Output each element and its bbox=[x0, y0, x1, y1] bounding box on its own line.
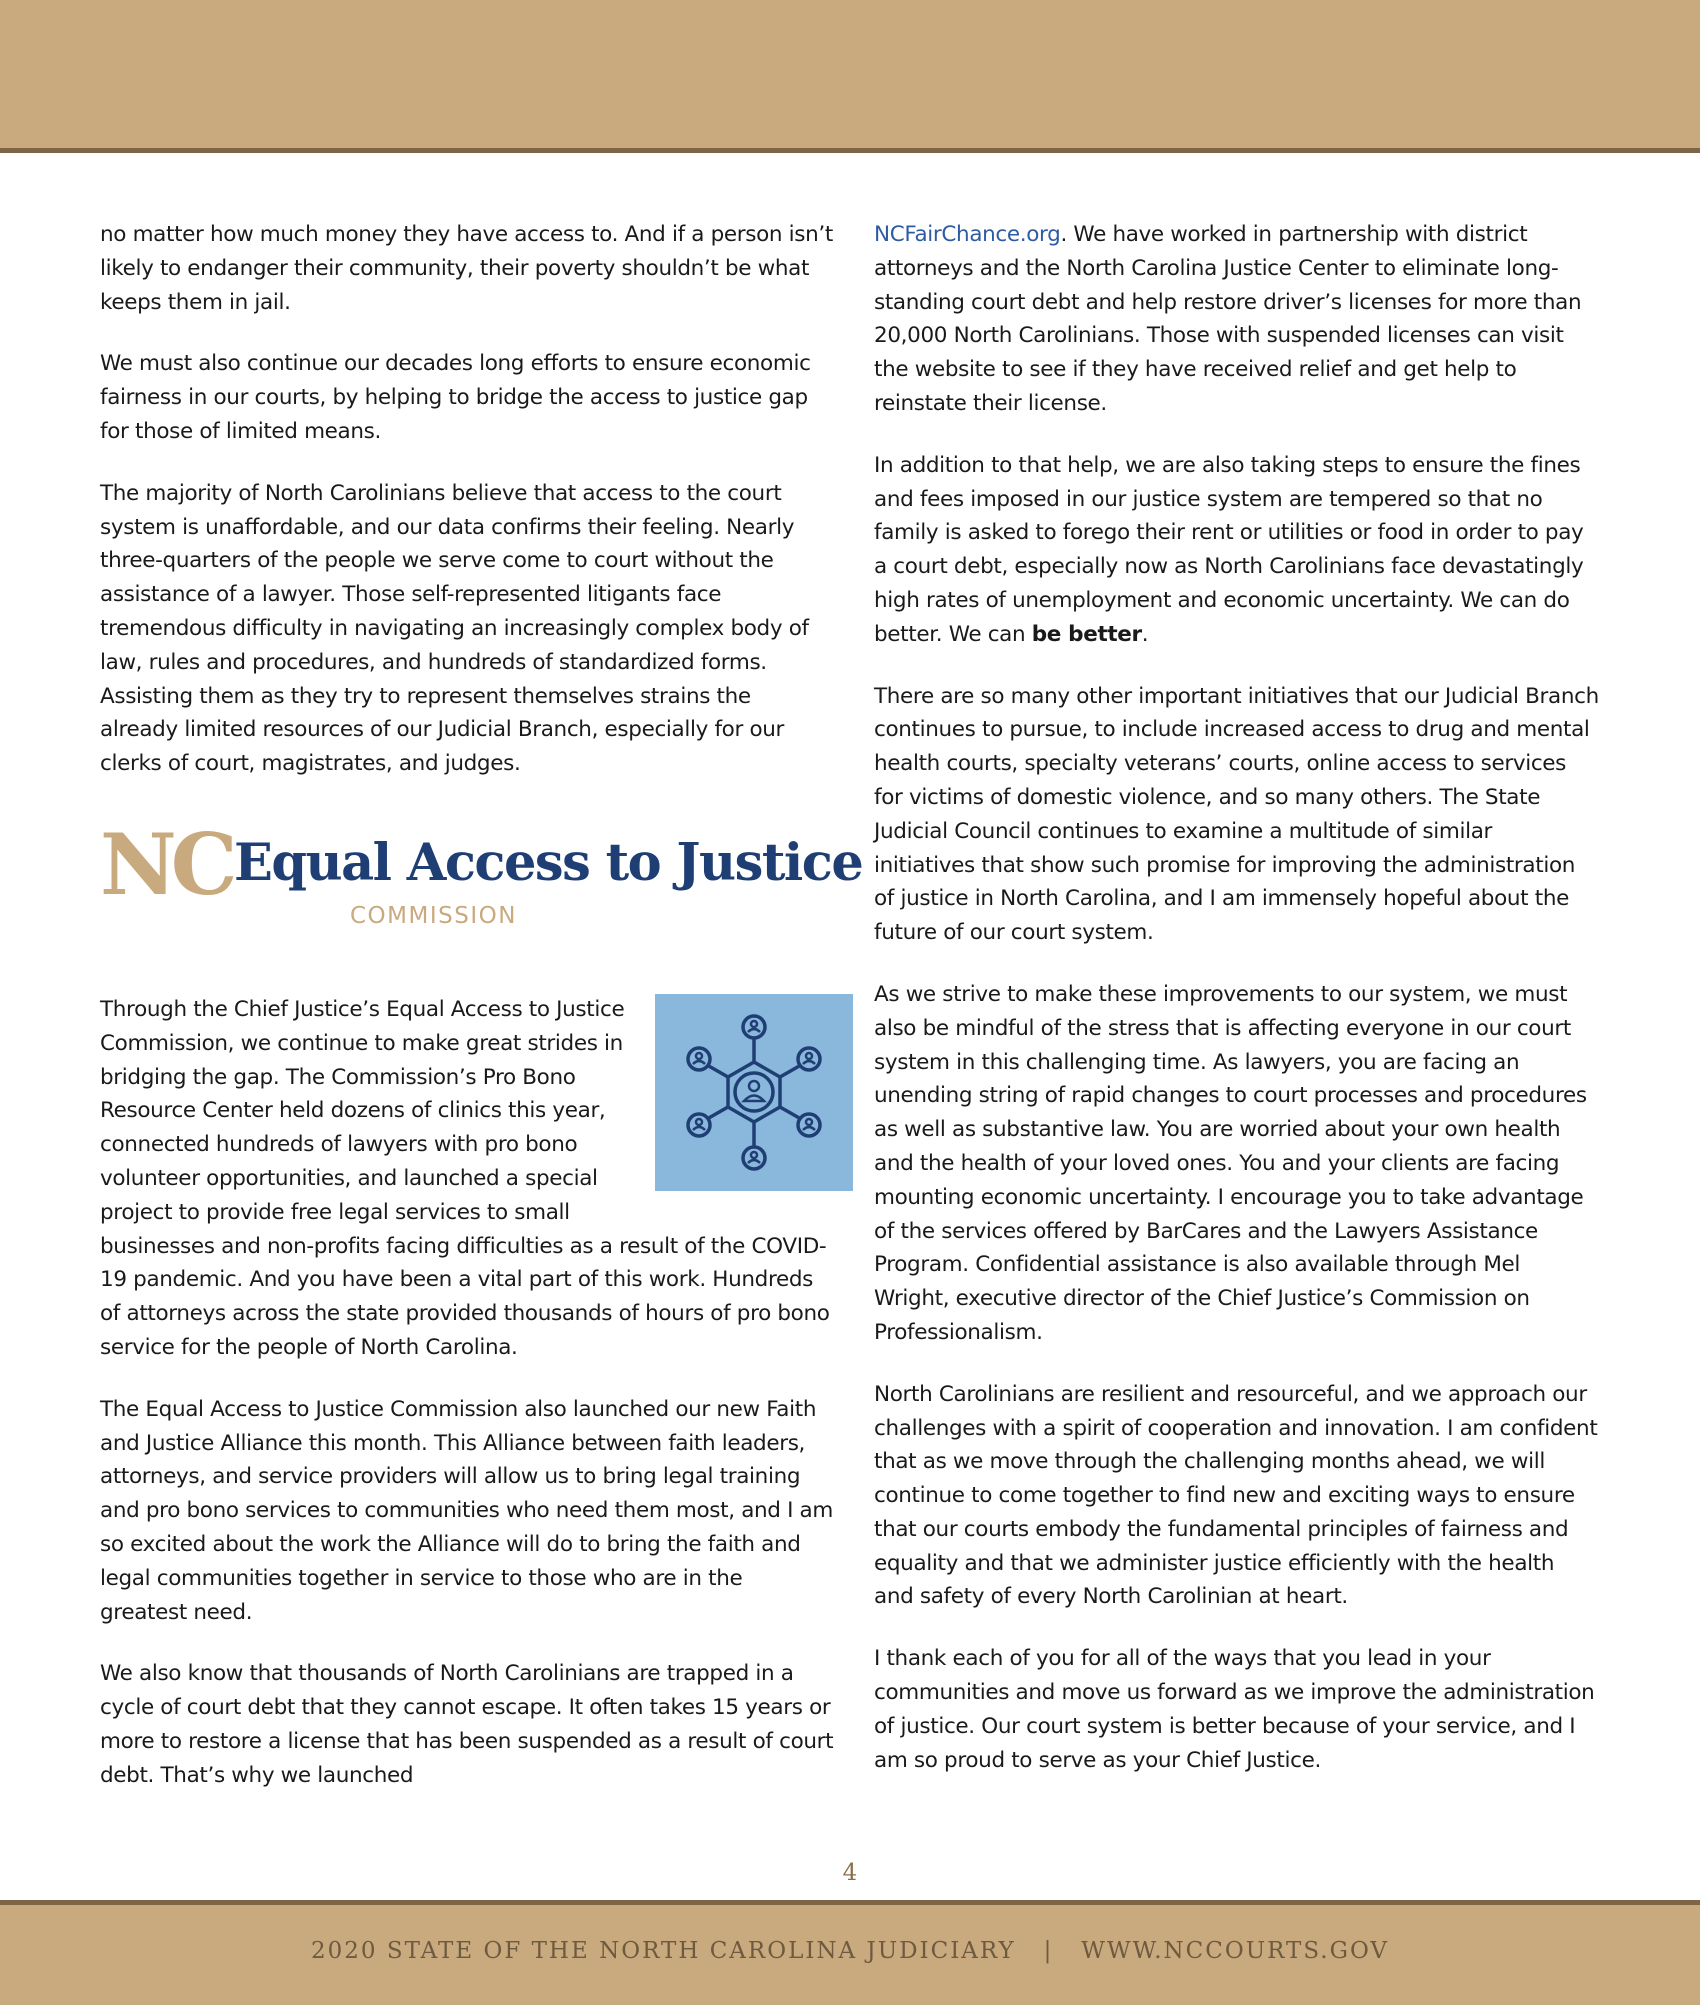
paragraph-resilience: North Carolinians are resilient and resourceful, and we approach our challenges with a spirit of cooperation and innovation. I am confident that as we move through the challenging months ahead, we will continue to come together to find new and exciting ways to ensure that our courts embody the fundamental principles of fairness and equality and that we administer justice efficiently with the health and safety of every North Carolinian at heart. bbox=[874, 1381, 1598, 1610]
footer-text: 2020 STATE OF THE NORTH CAROLINA JUDICIARY | WWW.NCCOURTS.GOV bbox=[310, 1938, 1390, 1964]
logo-title: Equal Access to Justice bbox=[234, 832, 863, 893]
paragraph-court-affordability: The majority of North Carolinians believe that access to the court system is unaffordable, and our data confirms their feeling. Nearly three-quarters of the people we serve come to court without the assistance of a lawyer. Those self-represented litigants face tremendous difficulty in navigating an increasingly complex body of law, rules and procedures, and hundreds of standardized forms. Assisting them as they try to represent themselves strains the already limited resources of our Judicial Branch, especially for our clerks of court, magistrates, and judges. bbox=[100, 480, 809, 777]
paragraph-bail-poverty: no matter how much money they have access to. And if a person isn’t likely to endanger their community, their poverty shouldn’t be what keeps them in jail. bbox=[100, 222, 833, 315]
paragraph-thanks: I thank each of you for all of the ways that you lead in your communities and move us forward as we improve the administration of justice. Our court system is better because of your service, and I am so proud to serve as your Chief Justice. bbox=[874, 1646, 1595, 1773]
be-better-emphasis: be better bbox=[1031, 621, 1142, 647]
paragraph-pro-bono bbox=[100, 993, 835, 1365]
logo-subtitle: COMMISSION bbox=[350, 902, 517, 929]
paragraph-stress-wellbeing: As we strive to make these improvements to our system, we must also be mindful of the stress that is affecting everyone in our court system in this challenging time. As lawyers, you are facing an unending string of rapid changes to court processes and procedures as well as substantive law. You are worried about your own health and the health of your loved ones. You and your clients are facing mounting economic uncertainty. I encourage you to take advantage of the services offered by BarCares and the Lawyers Assistance Program. Confidential assistance is also available through Mel Wright, executive director of the Chief Justice’s Commission on Professionalism. bbox=[874, 981, 1587, 1345]
people-network-icon bbox=[655, 994, 853, 1191]
paragraph-fines-fees bbox=[874, 449, 1599, 652]
pro-bono-text: Through the Chief Justice’s Equal Access to Justice Commission, we continue to make great strides in bridging the gap. The Commission’s Pro Bono Resource Center held dozens of clinics this year, connected hundreds of lawyers with pro bono volunteer opportunities, and launched a special project to provide free legal services to small businesses and non-profits facing difficulties as a result of the COVID-19 pandemic. And you have been a vital part of this work. Hundreds of attorneys across the state provided thousands of hours of pro bono service for the people of North Carolina. bbox=[100, 996, 830, 1360]
paragraph-faith-justice-alliance: The Equal Access to Justice Commission also launched our new Faith and Justice Alliance this month. This Alliance between faith leaders, attorneys, and service providers will allow us to bring legal training and pro bono services to communities who need them most, and I am so excited about the work the Alliance will do to bring the faith and legal communities together in service to those who are in the greatest need. bbox=[100, 1396, 833, 1625]
equal-access-commission-logo bbox=[100, 814, 863, 949]
fines-fees-text: In addition to that help, we are also taking steps to ensure the fines and fees imposed in our justice system are tempered so that no family is asked to forego their rent or utilities or food in order to pay a court debt, especially now as North Carolinians face devastatingly high rates of unemployment and economic uncertainty. We can do better. We can bbox=[874, 452, 1584, 647]
paragraph-initiatives: There are so many other important initiatives that our Judicial Branch continues to pursue, to include increased access to drug and mental health courts, specialty veterans’ courts, online access to services for victims of domestic violence, and so many others. The State Judicial Council continues to examine a multitude of similar initiatives that show such promise for improving the administration of justice in North Carolina, and I am immensely hopeful about the future of our court system. bbox=[874, 683, 1599, 946]
left-column bbox=[100, 218, 863, 1820]
header-band bbox=[0, 0, 1700, 153]
fair-chance-text: . We have worked in partnership with district attorneys and the North Carolina Justice Center to eliminate long-standing court debt and help restore driver’s licenses for more than 20,000 North Carolinians. Those with suspended licenses can visit the website to see if they have received relief and get help to reinstate their license. bbox=[874, 222, 1582, 416]
logo-nc-monogram: NC bbox=[100, 814, 232, 914]
paragraph-court-debt: We also know that thousands of North Carolinians are trapped in a cycle of court debt that they cannot escape. It often takes 15 years or more to restore a license that has been suspended as a result of court debt. That’s why we launched bbox=[100, 1661, 834, 1788]
paragraph-fair-chance bbox=[874, 218, 1599, 421]
fines-fees-end: . bbox=[1141, 621, 1149, 647]
page-number: 4 bbox=[842, 1860, 858, 1886]
ncfairchance-link[interactable]: NCFairChance.org bbox=[874, 222, 1061, 247]
right-column bbox=[874, 218, 1599, 1805]
paragraph-economic-fairness: We must also continue our decades long efforts to ensure economic fairness in our courts, by helping to bridge the access to justice gap for those of limited means. bbox=[100, 351, 811, 444]
